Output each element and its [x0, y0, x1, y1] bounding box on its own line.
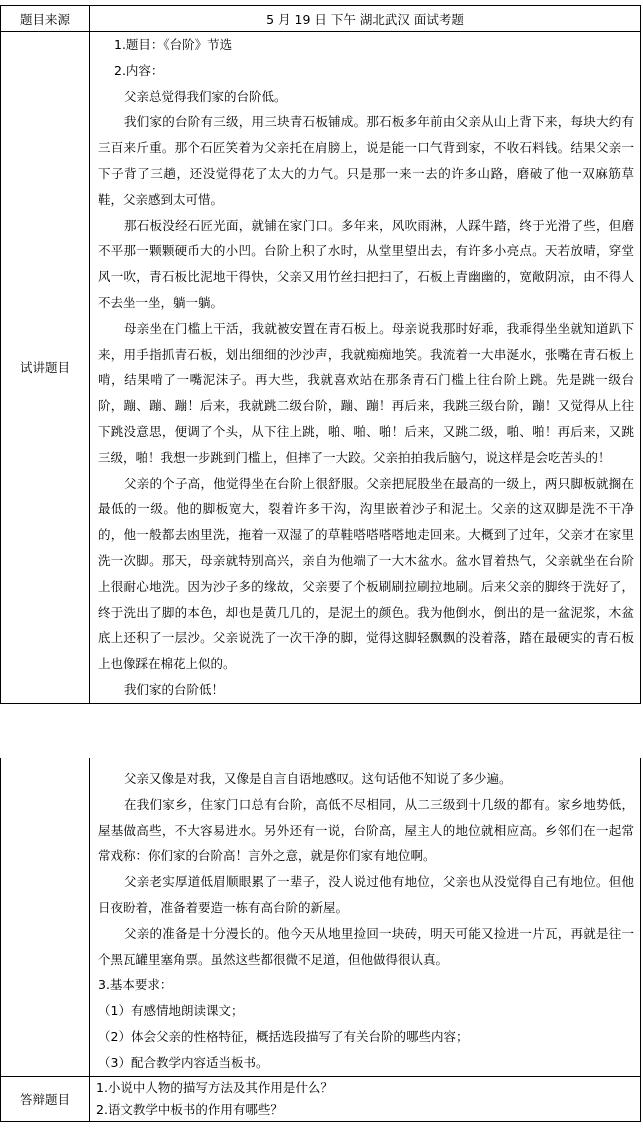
requirement-item: （2）体会父亲的性格特征，概括选段描写了有关台阶的哪些内容；	[98, 1028, 469, 1044]
requirements-label: 3.基本要求：	[98, 977, 173, 993]
requirement-item: （3）配合教学内容适当板书。	[98, 1054, 269, 1070]
paragraph: 父亲的准备是十分漫长的。他今天从地里捡回一块砖，明天可能又捡进一片瓦，再就是往一个黑瓦罐里塞角票。虽然这些都很微不足道，但他做得很认真。	[98, 925, 634, 967]
paragraph: 我们家的台阶低！	[124, 681, 225, 697]
paragraph: 父亲的个子高，他觉得坐在台阶上很舒服。父亲把屁股坐在最高的一级上，两只脚板就搁在最低的一级。他的脚板宽大，裂着许多干沟，沟里嵌着沙子和泥土。父亲的这双脚是洗不干净的，他一般都去凼里洗，拖着一双湿了的草鞋嗒嗒嗒嗒地走回来。大概到了过年，父亲才在家里洗一次脚。那天，母亲就特别高兴，亲自为他端了一大木盆水。盆水冒着热气，父亲就坐在台阶上很耐心地洗。因为沙子多的缘故，父亲要了个板刷刷拉刷拉地刷。后来父亲的脚终于洗好了，终于洗出了脚的本色，却也是黄几几的，是泥土的颜色。我为他倒水，倒出的是一盆泥浆，木盆底上还积了一层沙。父亲说洗了一次干净的脚，觉得这脚轻飘飘的没着落，踏在最硬实的青石板上也像踩在棉花上似的。	[98, 475, 634, 672]
trial-row-continued	[1, 758, 641, 1076]
defense-label: 答辩题目	[1, 1076, 90, 1121]
requirement-item: （1）有感情地朗读课文；	[98, 1003, 244, 1019]
topic-line: 1.题目：《台阶》节选	[114, 37, 233, 52]
source-label: 题目来源	[1, 6, 90, 32]
trial-row	[1, 32, 641, 704]
question-item: 2.语文教学中板书的作用有哪些？	[96, 1101, 283, 1117]
paragraph: 那石板没经石匠光面，就铺在家门口。多年来，风吹雨淋，人踩牛踏，终于光滑了些，但磨不平那一颗颗硬币大的小凹。台阶上积了水时，从堂里望出去，有许多小亮点。天若放晴，穿堂风一吹，青石板比泥地干得快，父亲又用竹丝扫把扫了，石板上青幽幽的，宽敞阴凉，由不得人不去坐一坐，躺一躺。	[98, 217, 634, 310]
question-item: 1.小说中人物的描写方法及其作用是什么？	[96, 1079, 333, 1095]
paragraph: 父亲老实厚道低眉顺眼累了一辈子，没人说过他有地位，父亲也从没觉得自己有地位。但他日夜盼着，准备着要造一栋有高台阶的新屋。	[98, 874, 634, 915]
paragraph: 父亲又像是对我，又像是自言自语地感叹。这句话他不知说了多少遍。	[124, 771, 512, 786]
source-value: 5 月 19 日 下午 湖北武汉 面试考题	[90, 6, 641, 32]
source-row	[1, 6, 641, 32]
exam-table-page-2	[0, 758, 641, 1122]
trial-label: 试讲题目	[1, 32, 90, 704]
defense-row	[1, 1076, 641, 1121]
trial-label-continued	[1, 758, 90, 1076]
paragraph: 母亲坐在门槛上干活，我就被安置在青石板上。母亲说我那时好乖，我乖得坐坐就知道趴下来，用手指抓青石板，划出细细的沙沙声，我就痴痴地笑。我流着一大串涎水，张嘴在青石板上啃，结果啃了一嘴泥沫子。再大些，我就喜欢站在那条青石门槛上往台阶上跳。先是跳一级台阶，蹦、蹦、蹦！后来，我就跳二级台阶，蹦、蹦！再后来，我跳三级台阶，蹦！又觉得从上往下跳没意思，便调了个头，从下往上跳，啪、啪、啪！后来，又跳二级，啪、啪！再后来，又跳三级，啪！我想一步跳到门槛上，但摔了一大跤。父亲拍拍我后脑勺，说这样是会吃苦头的！	[98, 320, 634, 465]
exam-table-page-1	[0, 5, 641, 704]
paragraph: 我们家的台阶有三级，用三块青石板铺成。那石板多年前由父亲从山上背下来，每块大约有三百来斤重。那个石匠笑着为父亲托在肩膀上，说是能一口气背到家，不收石料钱。结果父亲一下子背了三趟，还没觉得花了太大的力气。只是那一来一去的许多山路，磨破了他一双麻筋草鞋，父亲感到太可惜。	[98, 114, 634, 207]
trial-content-part2	[90, 758, 641, 1076]
defense-questions	[90, 1076, 641, 1121]
paragraph: 在我们家乡，住家门口总有台阶，高低不尽相同，从二三级到十几级的都有。家乡地势低，屋基做高些，不大容易进水。另外还有一说，台阶高，屋主人的地位就相应高。乡邻们在一起常常戏称：你们家的台阶高！言外之意，就是你们家有地位啊。	[98, 796, 634, 864]
paragraph: 父亲总觉得我们家的台阶低。	[124, 88, 287, 104]
content-label: 2.内容：	[114, 62, 164, 78]
trial-content-part1	[90, 32, 641, 704]
